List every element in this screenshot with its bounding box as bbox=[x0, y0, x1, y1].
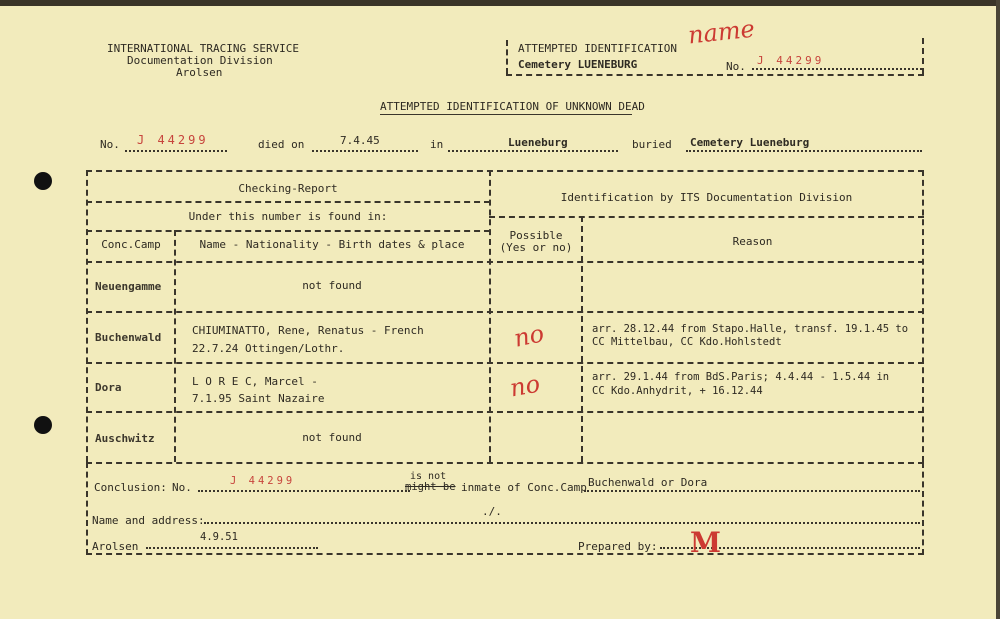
conclusion-no-dots bbox=[198, 490, 410, 492]
col-reason-header: Reason bbox=[732, 235, 773, 248]
footer-date-dots bbox=[146, 547, 318, 549]
row-2-reason-line2: CC Mittelbau, CC Kdo.Hohlstedt bbox=[592, 336, 782, 348]
row-2-possible: no bbox=[511, 319, 547, 353]
conclusion-label: Conclusion: bbox=[94, 481, 167, 494]
checking-report-header: Checking-Report bbox=[238, 182, 338, 195]
row-2-camp: Buchenwald bbox=[95, 331, 162, 344]
in-label: in bbox=[430, 138, 444, 151]
name-address-value: ./. bbox=[482, 505, 502, 518]
col-camp-header: Conc.Camp bbox=[101, 238, 161, 251]
footer-city: Arolsen bbox=[92, 540, 139, 553]
died-label: died on bbox=[258, 138, 305, 151]
in-dots bbox=[448, 150, 618, 152]
attempt-label: ATTEMPTED IDENTIFICATION bbox=[518, 42, 677, 55]
camp-column-divider bbox=[174, 230, 176, 462]
handwritten-annotation: name bbox=[686, 14, 757, 50]
record-no-label: No. bbox=[100, 138, 120, 151]
table-center-divider bbox=[489, 170, 491, 462]
col-possible-header-line2: (Yes or no) bbox=[499, 241, 573, 254]
row-2-rule bbox=[86, 362, 924, 364]
row-1-camp: Neuengamme bbox=[95, 280, 162, 293]
table-top-border bbox=[86, 170, 924, 172]
row-2-name-line2: 22.7.24 Ottingen/Lothr. bbox=[192, 342, 345, 355]
header-box-bottom-border bbox=[506, 74, 924, 76]
header-no-label: No. bbox=[726, 60, 746, 73]
conclusion-inmate-of: inmate of Conc.Camp bbox=[461, 481, 587, 494]
conclusion-might-be: might be bbox=[405, 481, 456, 493]
identification-header-rule bbox=[489, 216, 924, 218]
punch-hole-top bbox=[34, 172, 52, 190]
org-division: Documentation Division bbox=[127, 54, 273, 67]
column-header-rule bbox=[86, 261, 924, 263]
conclusion-camps-dots bbox=[584, 490, 920, 492]
checking-report-rule bbox=[86, 201, 490, 203]
card-right-edge bbox=[996, 0, 1000, 619]
row-4-name: not found bbox=[302, 431, 362, 444]
row-2-reason-line1: arr. 28.12.44 from Stapo.Halle, transf. 19.1.45 to bbox=[592, 323, 909, 335]
in-value: Lueneburg bbox=[508, 136, 568, 149]
row-4-camp: Auschwitz bbox=[95, 432, 155, 445]
col-possible-header-line1: Possible bbox=[509, 229, 563, 242]
footer-date: 4.9.51 bbox=[200, 531, 238, 543]
row-1-rule bbox=[86, 311, 924, 313]
col-name-header: Name - Nationality - Birth dates & place bbox=[199, 238, 465, 251]
died-dots bbox=[312, 150, 418, 152]
buried-dots bbox=[686, 150, 922, 152]
cemetery-name: Cemetery LUENEBURG bbox=[518, 58, 638, 71]
row-1-name: not found bbox=[302, 279, 362, 292]
row-3-name-line2: 7.1.95 Saint Nazaire bbox=[192, 392, 325, 405]
died-value: 7.4.45 bbox=[340, 134, 380, 147]
conclusion-is-not: is not bbox=[410, 471, 447, 482]
name-address-label: Name and address: bbox=[92, 514, 205, 527]
row-3-possible: no bbox=[507, 369, 543, 403]
header-no-dots bbox=[752, 68, 922, 70]
row-3-reason-line1: arr. 29.1.44 from BdS.Paris; 4.4.44 - 1.5.44 in bbox=[592, 371, 890, 383]
row-3-camp: Dora bbox=[95, 381, 122, 394]
org-city: Arolsen bbox=[176, 66, 223, 79]
header-box-left-border bbox=[506, 40, 508, 74]
buried-value: Cemetery Lueneburg bbox=[690, 136, 810, 149]
conclusion-camps: Buchenwald or Dora bbox=[588, 476, 708, 489]
record-no-dots bbox=[125, 150, 227, 152]
row-3-name-line1: L O R E C, Marcel - bbox=[192, 375, 318, 388]
conclusion-box-bottom-border bbox=[86, 553, 924, 555]
header-box-right-border bbox=[922, 38, 924, 74]
title-underline bbox=[380, 114, 632, 115]
page-title: ATTEMPTED IDENTIFICATION OF UNKNOWN DEAD bbox=[380, 100, 645, 113]
header-no-value: J 44299 bbox=[757, 54, 825, 67]
conclusion-box-left-border bbox=[86, 462, 88, 555]
card-top-edge bbox=[0, 0, 1000, 6]
table-bottom-border bbox=[86, 462, 924, 464]
punch-hole-bottom bbox=[34, 416, 52, 434]
row-2-name-line1: CHIUMINATTO, Rene, Renatus - French bbox=[192, 324, 424, 337]
conclusion-no-value: J 44299 bbox=[230, 475, 296, 487]
conclusion-no-label: No. bbox=[172, 481, 192, 494]
row-3-rule bbox=[86, 411, 924, 413]
row-3-reason-line2: CC Kdo.Anhydrit, + 16.12.44 bbox=[592, 385, 763, 397]
found-in-header: Under this number is found in: bbox=[188, 210, 388, 223]
possible-column-divider bbox=[581, 216, 583, 462]
table-right-border bbox=[922, 170, 924, 462]
found-in-rule bbox=[86, 230, 490, 232]
identification-header: Identification by ITS Documentation Division bbox=[560, 191, 853, 204]
conclusion-box-right-border bbox=[922, 462, 924, 555]
org-name: INTERNATIONAL TRACING SERVICE bbox=[107, 42, 300, 55]
preparer-signature: M bbox=[690, 526, 721, 559]
name-address-dots bbox=[204, 522, 920, 524]
record-no-value: J 44299 bbox=[137, 133, 209, 147]
buried-label: buried bbox=[632, 138, 672, 151]
prepared-by-label: Prepared by: bbox=[578, 540, 658, 553]
